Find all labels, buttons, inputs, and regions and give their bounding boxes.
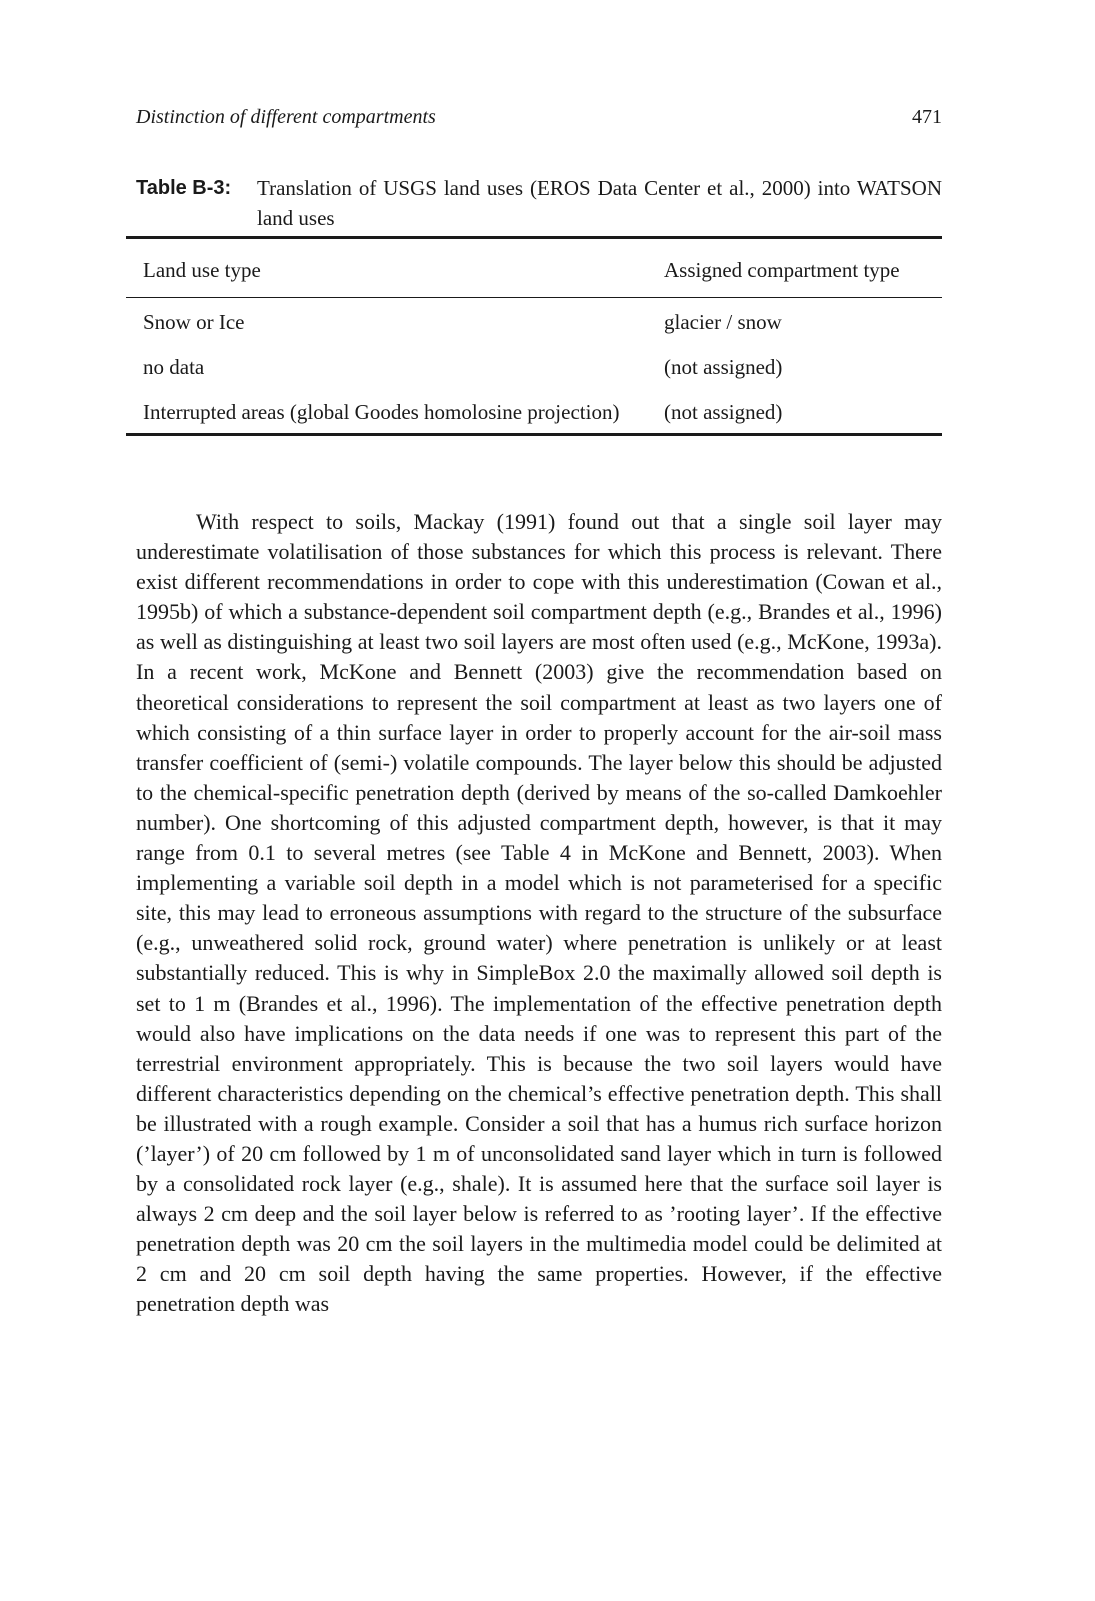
table-row [126, 352, 942, 382]
table-cell-land-use: Snow or Ice [143, 310, 245, 334]
table-caption [136, 173, 942, 233]
table-cell-land-use: no data [143, 355, 205, 379]
page-number: 471 [912, 106, 942, 128]
table-cell-land-use: Interrupted areas (global Goodes homolosine projection) [143, 400, 620, 424]
running-title: Distinction of different compartments [136, 106, 436, 128]
column-header-land-use-type: Land use type [143, 258, 261, 282]
table-body [126, 298, 942, 433]
table-header-row [126, 239, 942, 297]
table-row [126, 307, 942, 337]
body-paragraph: With respect to soils, Mackay (1991) found out that a single soil layer may underestimate volatilisation of those substances for which this process is relevant. There exist different recommendations in order to cope with this underestimation (Cowan et al., 1995b) of which a substance-dependent soil compartment depth (e.g., Brandes et al., 1996) as well as distinguishing at least two soil layers are most often used (e.g., McKone, 1993a). In a recent work, McKone and Bennett (2003) give the recommendation based on theoretical considerations to represent the soil compartment at least as two layers one of which consisting of a thin surface layer in order to properly account for the air-soil mass transfer coefficient of (semi-) volatile compounds. The layer below this should be adjusted to the chemical-specific penetration depth (derived by means of the so-called Damkoehler number). One shortcoming of this adjusted compartment depth, however, is that it may range from 0.1 to several metres (see Table 4 in McKone and Bennett, 2003). When implementing a variable soil depth in a model which is not parameterised for a specific site, this may lead to erroneous assumptions with regard to the structure of the subsurface (e.g., unweathered solid rock, ground water) where penetration is unlikely or at least substantially reduced. This is why in SimpleBox 2.0 the maximally allowed soil depth is set to 1 m (Brandes et al., 1996). The implementation of the effective penetration depth would also have implications on the data needs if one was to represent this part of the terrestrial environment appropriately. This is because the two soil layers would have different characteristics depending on the chemical’s effective penetration depth. This shall be illustrated with a rough example. Consider a soil that has a humus rich surface horizon (’layer’) of 20 cm followed by 1 m of unconsolidated sand layer which in turn is followed by a consolidated rock layer (e.g., shale). It is assumed here that the surface soil layer is always 2 cm deep and the soil layer below is referred to as ’rooting layer’. If the effective penetration depth was 20 cm the soil layers in the multimedia model could be delimited at 2 cm and 20 cm soil depth having the same properties. However, if the effective penetration depth was [136, 509, 942, 1317]
land-use-table [126, 236, 942, 436]
table-row [126, 397, 942, 427]
column-header-assigned-compartment-type: Assigned compartment type [664, 258, 900, 282]
table-cell-compartment: (not assigned) [664, 355, 783, 379]
table-cell-compartment: (not assigned) [664, 400, 783, 424]
table-caption-label: Table B-3: [136, 177, 232, 199]
table-bottom-rule [126, 433, 942, 436]
table-cell-compartment: glacier / snow [664, 310, 782, 334]
table-caption-text: Translation of USGS land uses (EROS Data Center et al., 2000) into WATSON land uses [257, 176, 942, 230]
running-head [136, 106, 942, 136]
